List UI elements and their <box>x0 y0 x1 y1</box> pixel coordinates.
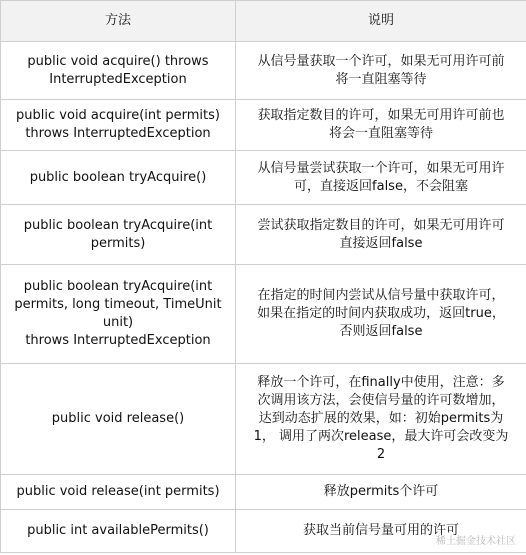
description-cell: 从信号量尝试获取一个许可，如果无可用许 可，直接返回false，不会阻塞 <box>236 151 526 205</box>
table-row <box>1 42 526 100</box>
method-cell: public void acquire() throws InterruptedException <box>1 42 236 100</box>
description-cell: 释放一个许可，在finally中使用，注意：多 次调用该方法，会使信号量的许可数增加， 达到动态扩展的效果，如：初始permits为 1， 调用了两次release，最大许可会改变为 2 <box>236 364 526 475</box>
table-row <box>1 100 526 151</box>
table-row <box>1 475 526 510</box>
table-row <box>1 265 526 364</box>
table-row <box>1 364 526 475</box>
header-method: 方法 <box>1 1 236 42</box>
method-cell: public void acquire(int permits) throws InterruptedException <box>1 100 236 151</box>
description-cell: 尝试获取指定数目的许可，如果无可用许可 直接返回false <box>236 205 526 265</box>
method-cell: public boolean tryAcquire() <box>1 151 236 205</box>
method-cell: public void release() <box>1 364 236 475</box>
method-cell: public void release(int permits) <box>1 475 236 510</box>
header-description: 说明 <box>236 1 526 42</box>
method-cell: public boolean tryAcquire(int permits, long timeout, TimeUnit unit) throws InterruptedException <box>1 265 236 364</box>
method-cell: public boolean tryAcquire(int permits) <box>1 205 236 265</box>
table-row <box>1 205 526 265</box>
table-header-row <box>1 1 526 42</box>
description-cell: 获取指定数目的许可，如果无可用许可前也 将会一直阻塞等待 <box>236 100 526 151</box>
description-cell: 获取当前信号量可用的许可 <box>236 510 526 553</box>
watermark: 稀土掘金技术社区 <box>436 536 516 547</box>
table-row <box>1 151 526 205</box>
description-cell: 释放permits个许可 <box>236 475 526 510</box>
method-cell: public int availablePermits() <box>1 510 236 553</box>
description-cell: 在指定的时间内尝试从信号量中获取许可， 如果在指定的时间内获取成功，返回true， 否则返回false <box>236 265 526 364</box>
description-cell: 从信号量获取一个许可，如果无可用许可前 将一直阻塞等待 <box>236 42 526 100</box>
